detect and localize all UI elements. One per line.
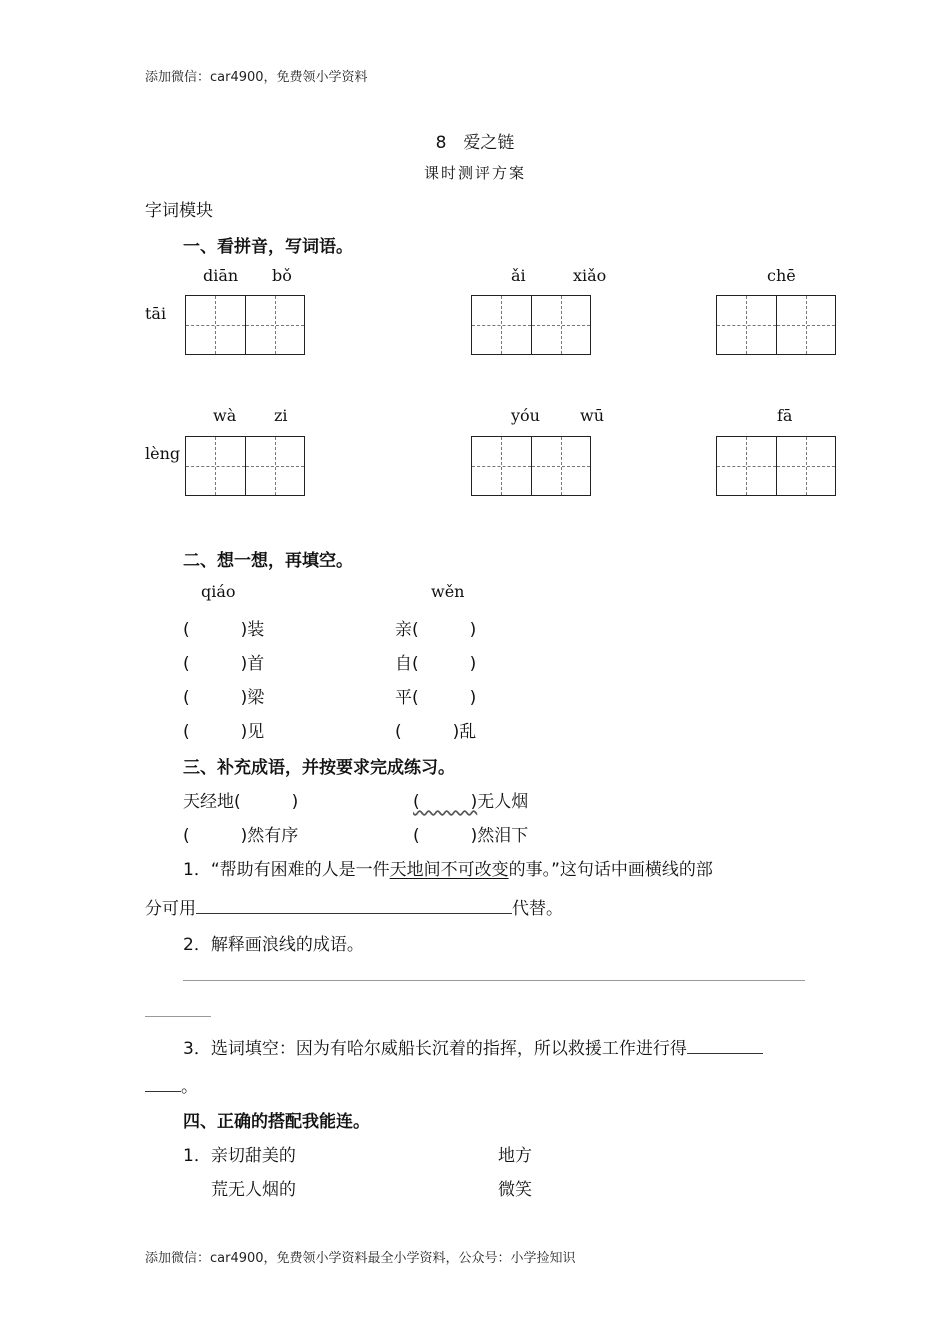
q2-heading: 二、想一想，再填空。: [183, 551, 353, 571]
exercise-2: 2．解释画浪线的成语。: [183, 935, 364, 955]
header-note: 添加微信：car4900，免费领小学资料: [145, 70, 368, 85]
page-subtitle: 课时测评方案: [423, 164, 526, 182]
wavy-blank: ( ): [413, 792, 478, 812]
idiom-item-wavy: [413, 787, 528, 812]
fill-item: 平( ): [395, 688, 477, 708]
writing-grid-1[interactable]: [185, 295, 305, 355]
match-left-item[interactable]: 1．亲切甜美的: [183, 1146, 296, 1166]
fill-item: 自( ): [395, 654, 477, 674]
pinyin-qiao: qiáo: [201, 582, 236, 601]
exercise-3-line2: 。: [145, 1072, 198, 1097]
pinyin-you: yóu: [511, 406, 540, 425]
underlined-phrase: 天地间不可改变: [389, 860, 509, 880]
pinyin-lead-leng: lèng: [145, 444, 181, 463]
pinyin-wen: wěn: [431, 582, 465, 601]
pinyin-xiao: xiǎo: [573, 266, 607, 285]
answer-line[interactable]: [183, 980, 805, 981]
footer-note: 添加微信：car4900，免费领小学资料最全小学资料，公众号：小学捡知识: [145, 1251, 576, 1266]
writing-grid-3[interactable]: [716, 295, 836, 355]
answer-line[interactable]: [145, 1016, 211, 1017]
match-right-item[interactable]: 微笑: [498, 1180, 532, 1200]
pinyin-che: chē: [767, 266, 796, 285]
pinyin-zi: zi: [274, 406, 288, 425]
fill-item: ( )首: [183, 654, 265, 674]
match-left-item[interactable]: 荒无人烟的: [211, 1180, 296, 1200]
q4-heading: 四、正确的搭配我能连。: [183, 1112, 370, 1132]
exercise-1: 1．“帮助有困难的人是一件天地间不可改变的事。”这句话中画横线的部: [183, 860, 713, 880]
idiom-rest: 无人烟: [477, 792, 529, 812]
answer-blank[interactable]: [145, 1077, 181, 1092]
page-title: 8 爱之链: [435, 133, 515, 153]
fill-item: 亲( ): [395, 620, 477, 640]
q3-heading: 三、补充成语，并按要求完成练习。: [183, 758, 455, 778]
fill-item: ( )乱: [395, 722, 477, 742]
section-title: 字词模块: [145, 201, 213, 221]
pinyin-fa: fā: [777, 406, 793, 425]
answer-blank[interactable]: [196, 899, 512, 914]
q1-heading: 一、看拼音，写词语。: [183, 237, 353, 257]
writing-grid-4[interactable]: [185, 436, 305, 496]
fill-item: ( )梁: [183, 688, 265, 708]
writing-grid-2[interactable]: [471, 295, 591, 355]
fill-item: ( )见: [183, 722, 265, 742]
exercise-1-line2: 分可用 代替。: [145, 899, 563, 919]
match-right-item[interactable]: 地方: [498, 1146, 532, 1166]
writing-grid-5[interactable]: [471, 436, 591, 496]
idiom-item: 天经地( ): [183, 792, 299, 812]
pinyin-wa: wà: [213, 406, 237, 425]
writing-grid-6[interactable]: [716, 436, 836, 496]
exercise-3: 3．选词填空：因为有哈尔威船长沉着的指挥，所以救援工作进行得: [183, 1034, 763, 1059]
pinyin-lead-tai: tāi: [145, 304, 167, 323]
pinyin-dian: diān: [203, 266, 239, 285]
pinyin-ai: ǎi: [511, 266, 526, 285]
answer-blank[interactable]: [687, 1039, 763, 1054]
fill-item: ( )装: [183, 620, 265, 640]
pinyin-bo: bǒ: [272, 266, 292, 285]
idiom-item: ( )然泪下: [413, 826, 529, 846]
idiom-item: ( )然有序: [183, 826, 299, 846]
pinyin-wu: wū: [580, 406, 604, 425]
